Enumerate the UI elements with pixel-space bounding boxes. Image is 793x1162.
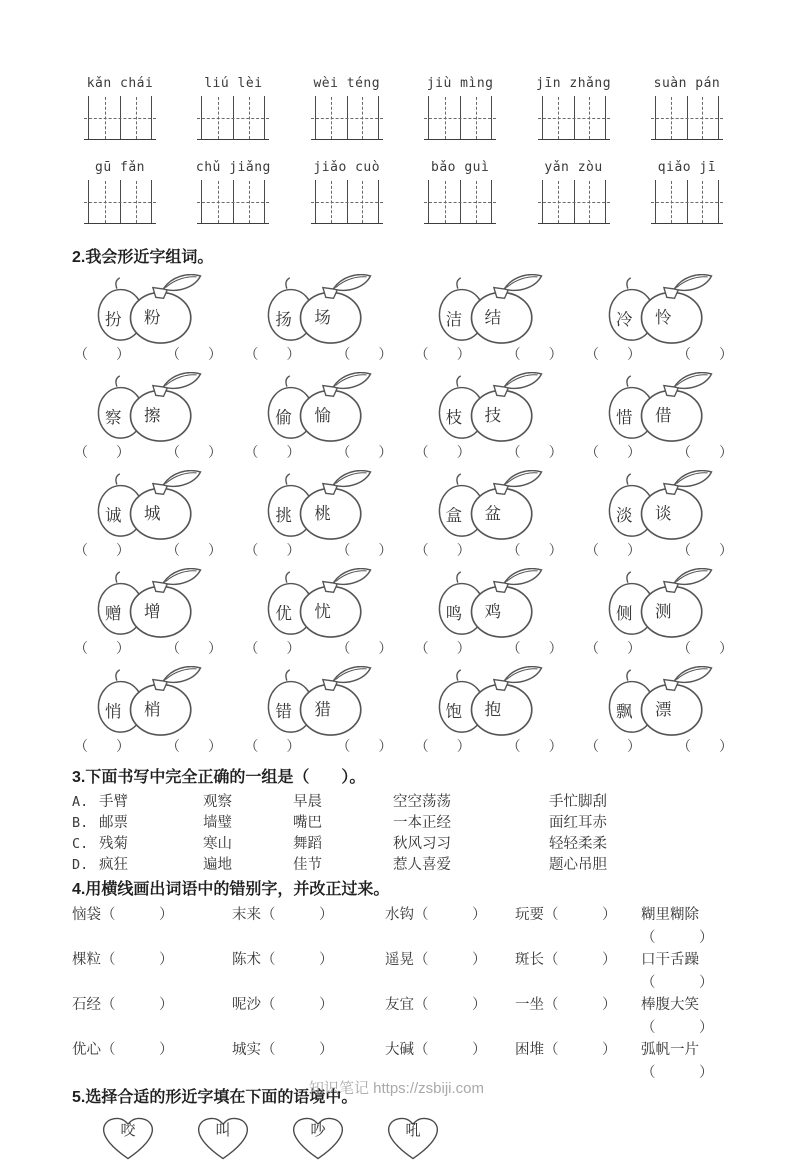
answer-blank: （ ）	[544, 997, 617, 1013]
similar-char-pair	[242, 274, 394, 362]
pinyin-label: chǔ jiǎng	[195, 160, 271, 175]
answer-blanks	[72, 344, 224, 362]
answer-blank: （ ）	[166, 740, 222, 755]
char-right: 猎	[314, 700, 331, 719]
char-right: 场	[314, 308, 331, 327]
word: 大碱	[385, 1042, 414, 1058]
answer-blank: （ ）	[414, 907, 487, 923]
answer-blank: （ ）	[544, 907, 617, 923]
wrong-char-item	[72, 904, 232, 949]
similar-char-pair	[413, 470, 565, 558]
char-right: 借	[654, 406, 672, 425]
answer-blanks	[413, 736, 565, 754]
char-right: 谈	[654, 504, 672, 523]
similar-char-pair	[242, 372, 394, 460]
answer-blanks	[242, 638, 394, 656]
similar-char-pair	[413, 274, 565, 362]
answer-blank: （ ）	[244, 446, 301, 461]
option-word: 题心吊胆	[549, 857, 607, 873]
answer-blank: （ ）	[676, 446, 733, 461]
writing-grid	[428, 180, 492, 224]
answer-blank: （ ）	[336, 740, 393, 755]
section3-heading: 3.下面书写中完全正确的一组是（ ）。	[72, 769, 366, 786]
char-left: 扮	[105, 310, 122, 329]
section2-heading: 2.我会形近字组词。	[72, 249, 214, 266]
char-right: 鸡	[484, 602, 502, 621]
char-left: 察	[105, 408, 122, 427]
answer-blank: （ ）	[584, 446, 641, 461]
char-right: 技	[484, 406, 502, 425]
word: 末来	[232, 907, 261, 923]
word: 呢沙	[232, 997, 261, 1013]
similar-char-pair	[413, 568, 565, 656]
answer-blanks	[583, 442, 735, 460]
section5-heading: 5.选择合适的形近字填在下面的语境中。	[72, 1089, 358, 1106]
answer-blank: （ ）	[676, 740, 733, 755]
answer-blank: （ ）	[336, 348, 393, 363]
option-word: 一本正经	[393, 815, 451, 831]
word: 石经	[72, 997, 101, 1013]
answer-blank: （ ）	[261, 907, 334, 923]
option-word: 残菊	[99, 836, 128, 852]
answer-blank: （ ）	[584, 740, 641, 755]
similar-char-pair	[583, 666, 735, 754]
option-word: 疯狂	[99, 857, 128, 873]
char-right: 测	[654, 602, 672, 621]
option-word: 空空荡荡	[393, 794, 451, 810]
wrong-char-row	[72, 904, 735, 949]
answer-blanks	[72, 638, 224, 656]
pinyin-writing-cell	[412, 160, 508, 224]
word: 城实	[232, 1042, 261, 1058]
char-left: 挑	[275, 506, 292, 525]
answer-blanks	[242, 344, 394, 362]
pinyin-writing-cell	[185, 160, 281, 224]
answer-blank: （ ）	[641, 974, 714, 991]
option-word: 邮票	[99, 815, 128, 831]
answer-blank: （ ）	[101, 997, 174, 1013]
char-left: 悄	[105, 702, 122, 721]
answer-blank: （ ）	[244, 642, 301, 657]
similar-char-pair	[72, 372, 224, 460]
answer-blank: （ ）	[414, 446, 471, 461]
heart-char-label: 叫	[215, 1123, 231, 1139]
char-right: 城	[144, 504, 161, 523]
answer-blank: （ ）	[414, 642, 471, 657]
heart-char	[282, 1112, 354, 1162]
option-word: 面红耳赤	[549, 815, 607, 831]
wrong-char-item	[232, 949, 385, 994]
pinyin-label: gū fǎn	[95, 160, 145, 175]
pinyin-writing-cell	[526, 76, 622, 140]
apple-row	[72, 372, 735, 460]
pinyin-label: suàn pán	[653, 76, 721, 91]
wrong-char-item	[515, 904, 641, 949]
answer-blank: （ ）	[506, 740, 563, 755]
answer-blank: （ ）	[584, 642, 641, 657]
char-left: 洁	[445, 310, 463, 329]
writing-grid	[201, 96, 265, 140]
word: 一坐	[515, 997, 544, 1013]
writing-grid	[655, 96, 719, 140]
similar-char-pair	[72, 666, 224, 754]
answer-blanks	[242, 442, 394, 460]
word: 困堆	[515, 1042, 544, 1058]
word: 优心	[72, 1042, 101, 1058]
answer-blank: （ ）	[506, 348, 563, 363]
answer-blank: （ ）	[244, 740, 301, 755]
pinyin-label: jiǎo cuò	[313, 160, 381, 175]
answer-blank: （ ）	[261, 997, 334, 1013]
writing-grid	[201, 180, 265, 224]
pinyin-label: liú lèi	[204, 76, 263, 91]
word: 玩要	[515, 907, 544, 923]
answer-blank: （ ）	[414, 952, 487, 968]
answer-blank: （ ）	[336, 642, 393, 657]
answer-blank: （ ）	[506, 544, 563, 559]
answer-blank: （ ）	[414, 544, 471, 559]
heart-char-label: 吼	[405, 1123, 421, 1139]
word: 口干舌躁	[641, 952, 699, 968]
pinyin-writing-cell	[185, 76, 281, 140]
similar-char-pair	[583, 470, 735, 558]
wrong-char-item	[641, 949, 735, 994]
char-right: 结	[484, 308, 502, 327]
wrong-char-item	[515, 949, 641, 994]
answer-blank: （ ）	[244, 348, 301, 363]
similar-char-pair	[72, 470, 224, 558]
char-right: 盆	[484, 504, 502, 523]
similar-char-pair	[242, 568, 394, 656]
option-word: 手忙脚刮	[549, 794, 607, 810]
answer-blank: （ ）	[74, 642, 130, 657]
similar-char-pair	[583, 372, 735, 460]
answer-blank: （ ）	[584, 544, 641, 559]
char-right: 怜	[654, 308, 672, 327]
char-right: 梢	[144, 700, 161, 719]
answer-blanks	[242, 736, 394, 754]
char-right: 粉	[144, 308, 161, 327]
section-similar-chars	[72, 274, 735, 754]
option-word: 墙璧	[203, 815, 232, 831]
answer-blank: （ ）	[641, 929, 714, 946]
similar-char-pair	[72, 274, 224, 362]
wrong-char-item	[232, 994, 385, 1039]
pinyin-writing-cell	[299, 160, 395, 224]
char-left: 盒	[445, 506, 463, 525]
wrong-char-item	[641, 904, 735, 949]
word: 水钩	[385, 907, 414, 923]
char-right: 桃	[314, 504, 331, 523]
pinyin-row	[72, 76, 735, 140]
heart-char	[187, 1112, 259, 1162]
char-right: 愉	[314, 406, 331, 425]
similar-char-pair	[583, 274, 735, 362]
pinyin-writing-cell	[526, 160, 622, 224]
answer-blank: （ ）	[544, 1042, 617, 1058]
writing-grid	[315, 96, 379, 140]
option-row-c	[72, 834, 735, 855]
answer-blank: （ ）	[74, 740, 130, 755]
wrong-char-item	[385, 904, 515, 949]
option-word: 秋风习习	[393, 836, 451, 852]
answer-blank: （ ）	[336, 446, 393, 461]
answer-blank: （ ）	[74, 544, 130, 559]
answer-blank: （ ）	[414, 997, 487, 1013]
answer-blank: （ ）	[676, 544, 733, 559]
heart-char-label: 咬	[120, 1123, 136, 1139]
apple-row	[72, 568, 735, 656]
char-left: 赠	[105, 604, 122, 623]
option-word: 观察	[203, 794, 232, 810]
pinyin-label: kǎn chái	[86, 76, 154, 91]
option-letter: B.	[72, 815, 89, 831]
option-letter: A.	[72, 794, 89, 810]
answer-blank: （ ）	[244, 544, 301, 559]
char-left: 飘	[615, 702, 633, 721]
word: 恼袋	[72, 907, 101, 923]
answer-blank: （ ）	[101, 952, 174, 968]
answer-blanks	[72, 736, 224, 754]
option-row-d	[72, 855, 735, 876]
option-word: 嘴巴	[293, 815, 322, 831]
answer-blank: （ ）	[676, 642, 733, 657]
char-right: 忧	[314, 602, 331, 621]
char-left: 惜	[615, 408, 633, 427]
option-letter: C.	[72, 836, 89, 852]
pinyin-label: qiǎo jī	[657, 160, 717, 175]
answer-blank: （ ）	[261, 952, 334, 968]
word: 斑长	[515, 952, 544, 968]
answer-blank: （ ）	[166, 348, 222, 363]
option-word: 寒山	[203, 836, 232, 852]
section-wrong-chars	[72, 904, 735, 1084]
char-left: 错	[275, 702, 292, 721]
writing-grid	[315, 180, 379, 224]
option-word: 早晨	[293, 794, 322, 810]
answer-blank: （ ）	[641, 1064, 714, 1081]
answer-blank: （ ）	[166, 544, 222, 559]
wrong-char-item	[232, 904, 385, 949]
char-left: 优	[275, 604, 292, 623]
section-pinyin-writing	[72, 76, 735, 224]
answer-blank: （ ）	[506, 446, 563, 461]
wrong-char-row	[72, 994, 735, 1039]
answer-blank: （ ）	[414, 348, 471, 363]
heart-char	[92, 1112, 164, 1162]
pinyin-label: wèi téng	[313, 76, 381, 91]
heart-char	[377, 1112, 449, 1162]
similar-char-pair	[413, 372, 565, 460]
answer-blank: （ ）	[261, 1042, 334, 1058]
char-left: 侧	[615, 604, 633, 623]
word: 棒腹大笑	[641, 997, 699, 1013]
answer-blanks	[242, 540, 394, 558]
similar-char-pair	[242, 666, 394, 754]
answer-blank: （ ）	[166, 446, 222, 461]
pinyin-label: jīn zhǎng	[536, 76, 612, 91]
wrong-char-item	[385, 949, 515, 994]
wrong-char-item	[515, 994, 641, 1039]
option-row-a	[72, 792, 735, 813]
wrong-char-item	[72, 994, 232, 1039]
pinyin-writing-cell	[412, 76, 508, 140]
section-heart-choices	[92, 1112, 735, 1162]
option-word: 惹人喜爱	[393, 857, 451, 873]
similar-char-pair	[72, 568, 224, 656]
char-left: 诚	[105, 506, 122, 525]
pinyin-writing-cell	[299, 76, 395, 140]
char-right: 漂	[654, 700, 672, 719]
option-word: 舞蹈	[293, 836, 322, 852]
answer-blanks	[413, 638, 565, 656]
pinyin-row	[72, 160, 735, 224]
wrong-char-item	[641, 994, 735, 1039]
word: 糊里糊除	[641, 907, 699, 923]
option-word: 佳节	[293, 857, 322, 873]
site-watermark: 知识笔记 https://zsbiji.com	[308, 1080, 485, 1097]
answer-blank: （ ）	[74, 348, 130, 363]
pinyin-writing-cell	[72, 160, 168, 224]
wrong-char-row	[72, 949, 735, 994]
answer-blank: （ ）	[641, 1019, 714, 1036]
apple-row	[72, 666, 735, 754]
char-left: 冷	[615, 310, 633, 329]
similar-char-pair	[413, 666, 565, 754]
pinyin-label: jiù mìng	[426, 76, 494, 91]
answer-blanks	[413, 344, 565, 362]
answer-blank: （ ）	[676, 348, 733, 363]
word: 弧帆一片	[641, 1042, 699, 1058]
answer-blanks	[583, 344, 735, 362]
answer-blanks	[583, 736, 735, 754]
answer-blank: （ ）	[414, 740, 471, 755]
writing-grid	[542, 180, 606, 224]
char-left: 枝	[445, 408, 463, 427]
word: 棵粒	[72, 952, 101, 968]
option-letter: D.	[72, 857, 89, 873]
option-word: 轻轻柔柔	[549, 836, 607, 852]
char-right: 擦	[144, 406, 161, 425]
apple-row	[72, 470, 735, 558]
writing-grid	[655, 180, 719, 224]
pinyin-writing-cell	[639, 76, 735, 140]
answer-blank: （ ）	[74, 446, 130, 461]
answer-blanks	[413, 442, 565, 460]
char-left: 饱	[445, 702, 463, 721]
word: 友宜	[385, 997, 414, 1013]
answer-blank: （ ）	[336, 544, 393, 559]
answer-blank: （ ）	[584, 348, 641, 363]
char-left: 偷	[275, 408, 292, 427]
option-row-b	[72, 813, 735, 834]
answer-blanks	[583, 638, 735, 656]
answer-blanks	[72, 540, 224, 558]
char-right: 增	[144, 602, 161, 621]
pinyin-label: yǎn zòu	[544, 160, 603, 175]
answer-blank: （ ）	[101, 907, 174, 923]
section-multiple-choice	[72, 792, 735, 876]
word: 遥晃	[385, 952, 414, 968]
answer-blanks	[72, 442, 224, 460]
wrong-char-item	[385, 994, 515, 1039]
writing-grid	[428, 96, 492, 140]
answer-blanks	[583, 540, 735, 558]
answer-blanks	[413, 540, 565, 558]
apple-row	[72, 274, 735, 362]
writing-grid	[542, 96, 606, 140]
heart-char-label: 吵	[310, 1123, 326, 1139]
pinyin-writing-cell	[639, 160, 735, 224]
char-right: 抱	[484, 700, 502, 719]
section4-heading: 4.用横线画出词语中的错别字，并改正过来。	[72, 881, 390, 898]
answer-blank: （ ）	[544, 952, 617, 968]
word: 陈术	[232, 952, 261, 968]
pinyin-writing-cell	[72, 76, 168, 140]
writing-grid	[88, 180, 152, 224]
answer-blank: （ ）	[101, 1042, 174, 1058]
similar-char-pair	[583, 568, 735, 656]
similar-char-pair	[242, 470, 394, 558]
answer-blank: （ ）	[166, 642, 222, 657]
option-word: 遍地	[203, 857, 232, 873]
char-left: 扬	[275, 310, 292, 329]
char-left: 淡	[615, 506, 633, 525]
answer-blank: （ ）	[506, 642, 563, 657]
option-word: 手臂	[99, 794, 128, 810]
pinyin-label: bǎo guì	[431, 160, 490, 175]
char-left: 鸣	[445, 604, 463, 623]
answer-blank: （ ）	[414, 1042, 487, 1058]
wrong-char-item	[72, 949, 232, 994]
writing-grid	[88, 96, 152, 140]
